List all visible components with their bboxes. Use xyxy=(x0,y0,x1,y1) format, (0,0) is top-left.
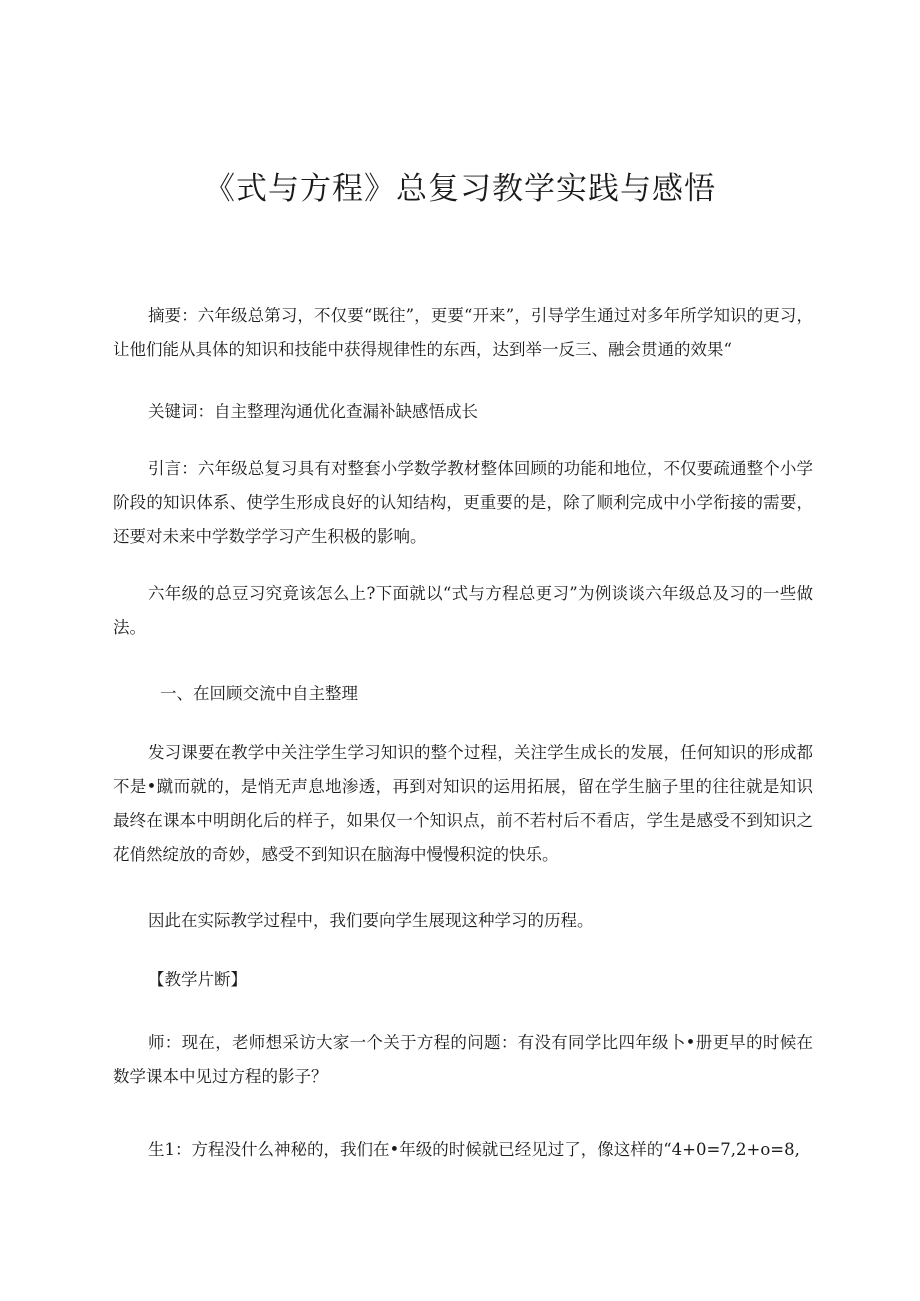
body-paragraph: 发习课要在教学中关注学生学习知识的整个过程，关注学生成长的发展，任何知识的形成都不是•蹴而就的，是悄无声息地渗透，再到对知识的运用拓展，留在学生脑子里的往往就是知识最终在课本中明朗化后的样子，如果仅一个知识点，前不若村后不看店，学生是感受不到知识之花俏然绽放的奇妙，感受不到知识在脑海中慢慢积淀的快乐。 xyxy=(113,743,813,864)
keywords-paragraph: 关键词：自主整理沟通优化查漏补缺感悟成长 xyxy=(148,402,478,421)
student-dialogue: 生1：方程没什么神秘的，我们在•年级的时候就已经见过了，像这样的“4+0=7,2+o=8, xyxy=(148,1140,800,1159)
teacher-dialogue: 师：现在，老师想采访大家一个关于方程的问题：有没有同学比四年级卜•册更早的时候在数学课本中见过方程的影子？ xyxy=(113,1033,813,1086)
intro-paragraph: 引言：六年级总复习具有对整套小学数学教材整体回顾的功能和地位，不仅要疏通整个小学阶段的知识体系、使学生形成良好的认知结构，更重要的是，除了顺利完成中小学衔接的需要，还要对未来中学数学学习产生积极的影响。 xyxy=(113,459,813,546)
document-title: 《式与方程》总复习教学实践与感悟 xyxy=(204,171,716,207)
body-paragraph-2: 因此在实际教学过程中，我们要向学生展现这种学习的历程。 xyxy=(148,911,594,930)
abstract-paragraph: 摘要：六年级总第习，不仅要“既往”，更要“开来”，引导学生通过对多年所学知识的更习，让他们能从具体的知识和技能中获得规律性的东西，达到举一反三、融会贯通的效果“ xyxy=(113,306,813,359)
question-paragraph: 六年级的总豆习究竟该怎么上?下面就以“式与方程总更习”为例谈谈六年级总及习的一些做法。 xyxy=(113,584,813,637)
section-heading: 一、在回顾交流中自主整理 xyxy=(160,684,358,703)
fragment-label: 【教学片断】 xyxy=(148,970,247,989)
